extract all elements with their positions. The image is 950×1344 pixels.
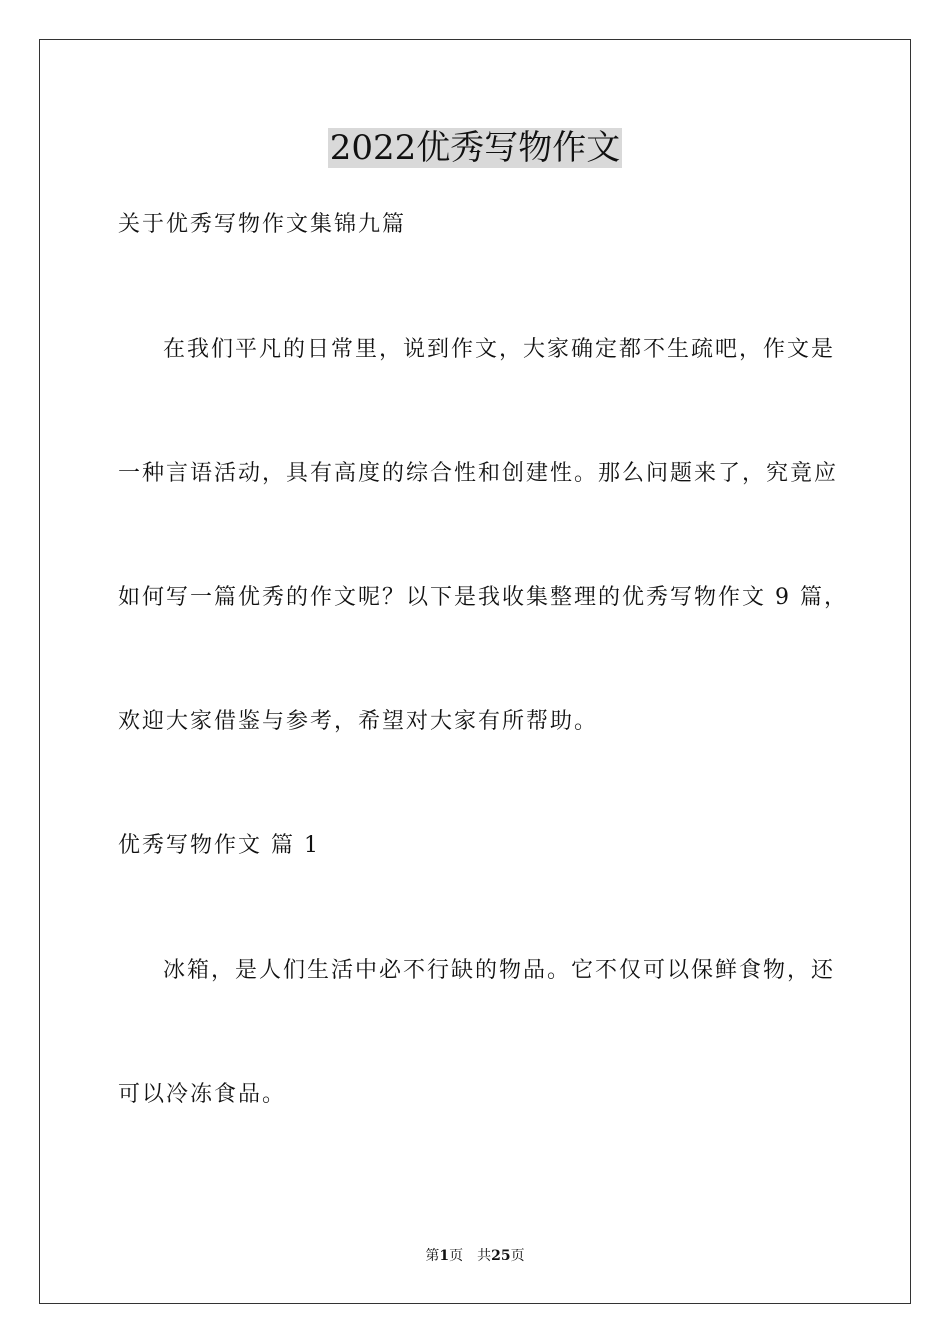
section-line-1: 冰箱，是人们生活中必不行缺的物品。它不仅可以保鲜食物，还 — [163, 958, 836, 983]
intro-line-2: 一种言语活动，具有高度的综合性和创建性。那么问题来了，究竟应 — [118, 461, 839, 486]
document-title: 2022优秀写物作文 — [329, 128, 621, 168]
intro-line-1: 在我们平凡的日常里，说到作文，大家确定都不生疏吧，作文是 — [163, 337, 836, 362]
page-footer — [0, 1247, 950, 1265]
section-heading: 优秀写物作文 篇 1 — [118, 833, 320, 858]
footer-total-prefix: 共 — [477, 1248, 492, 1264]
footer-page-prefix: 第 — [425, 1248, 440, 1264]
footer-total-suffix: 页 — [510, 1248, 525, 1264]
intro-line-3: 如何写一篇优秀的作文呢？以下是我收集整理的优秀写物作文 9 篇， — [118, 585, 848, 610]
section-line-2: 可以冷冻食品。 — [118, 1082, 287, 1107]
footer-total-pages: 25 — [491, 1248, 511, 1264]
document-subtitle: 关于优秀写物作文集锦九篇 — [118, 212, 407, 237]
title-container — [0, 128, 950, 168]
intro-line-4: 欢迎大家借鉴与参考，希望对大家有所帮助。 — [118, 709, 599, 734]
footer-page-suffix: 页 — [449, 1248, 464, 1264]
footer-page-number: 1 — [439, 1248, 450, 1264]
